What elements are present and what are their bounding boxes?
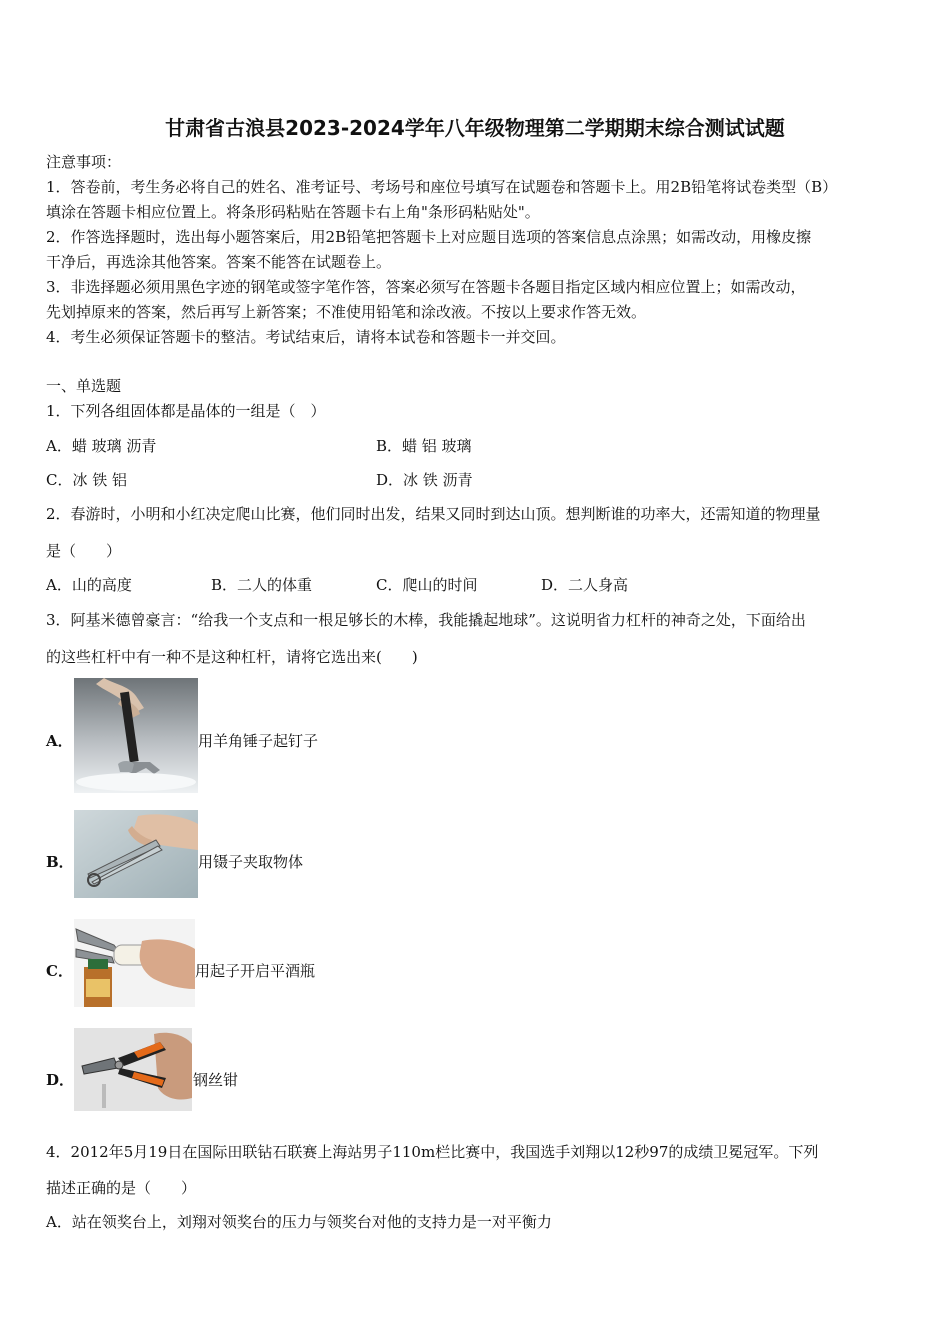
q1-option-d: D．冰 铁 沥青 [376, 471, 473, 489]
question-3-stem: 3．阿基米德曾豪言：“给我一个支点和一根足够长的木棒，我能撬起地球”。这说明省力杠杆的神奇之处，下面给出 [46, 611, 806, 629]
notice-line: 2．作答选择题时，选出每小题答案后，用2B铅笔把答题卡上对应题目选项的答案信息点涂黑；如需改动，用橡皮擦 [46, 228, 812, 246]
notice-line: 干净后，再选涂其他答案。答案不能答在试题卷上。 [46, 253, 392, 271]
q1-option-c: C．冰 铁 铝 [46, 471, 128, 489]
q3-option-d-text: 钢丝钳 [193, 1071, 239, 1089]
question-4-stem: 4．2012年5月19日在国际田联钻石联赛上海站男子110m栏比赛中，我国选手刘翔以12秒97的成绩卫冕冠军。下列 [46, 1143, 819, 1161]
section-heading: 一、单选题 [46, 377, 122, 395]
question-3-stem-cont: 的这些杠杆中有一种不是这种杠杆，请将它选出来( ) [46, 648, 418, 666]
notice-line: 填涂在答题卡相应位置上。将条形码粘贴在答题卡右上角"条形码粘贴处"。 [46, 203, 540, 221]
bottle-opener-photo [74, 919, 195, 1007]
pliers-photo [74, 1028, 192, 1111]
q2-option-d: D．二人身高 [541, 576, 629, 594]
hammer-photo [74, 678, 198, 793]
question-4-stem-cont: 描述正确的是（ ） [46, 1179, 197, 1197]
q2-option-a: A．山的高度 [46, 576, 132, 594]
q4-option-a: A．站在领奖台上，刘翔对领奖台的压力与领奖台对他的支持力是一对平衡力 [46, 1213, 552, 1231]
notice-line: 3．非选择题必须用黑色字迹的钢笔或签字笔作答，答案必须写在答题卡各题目指定区域内相应位置上；如需改动， [46, 278, 806, 296]
q3-option-c-letter: C． [46, 962, 73, 980]
q3-option-a-text: 用羊角锤子起钉子 [198, 732, 319, 750]
notice-heading: 注意事项： [46, 153, 122, 171]
page-title: 甘肃省古浪县2023-2024学年八年级物理第二学期期末综合测试试题 [165, 116, 785, 140]
q3-option-b-text: 用镊子夹取物体 [198, 853, 304, 871]
q1-option-b: B．蜡 铝 玻璃 [376, 437, 472, 455]
q3-option-d-letter: D． [46, 1071, 75, 1089]
q1-option-a: A．蜡 玻璃 沥青 [46, 437, 157, 455]
notice-line: 先划掉原来的答案，然后再写上新答案；不准使用铅笔和涂改液。不按以上要求作答无效。 [46, 303, 647, 321]
notice-line: 4．考生必须保证答题卡的整洁。考试结束后，请将本试卷和答题卡一并交回。 [46, 328, 566, 346]
question-1-stem: 1．下列各组固体都是晶体的一组是（ ） [46, 402, 326, 420]
question-2-stem: 2．春游时，小明和小红决定爬山比赛，他们同时出发，结果又同时到达山顶。想判断谁的功率大，还需知道的物理量 [46, 505, 821, 523]
tweezers-photo [74, 810, 198, 898]
q3-option-a-letter: A． [46, 732, 73, 750]
q2-option-c: C．爬山的时间 [376, 576, 478, 594]
notice-line: 1．答卷前，考生务必将自己的姓名、准考证号、考场号和座位号填写在试题卷和答题卡上。用2B铅笔将试卷类型（B） [46, 178, 838, 196]
q2-option-b: B．二人的体重 [211, 576, 313, 594]
q3-option-c-text: 用起子开启平酒瓶 [195, 962, 316, 980]
q3-option-b-letter: B． [46, 853, 74, 871]
question-2-stem-cont: 是（ ） [46, 542, 122, 560]
